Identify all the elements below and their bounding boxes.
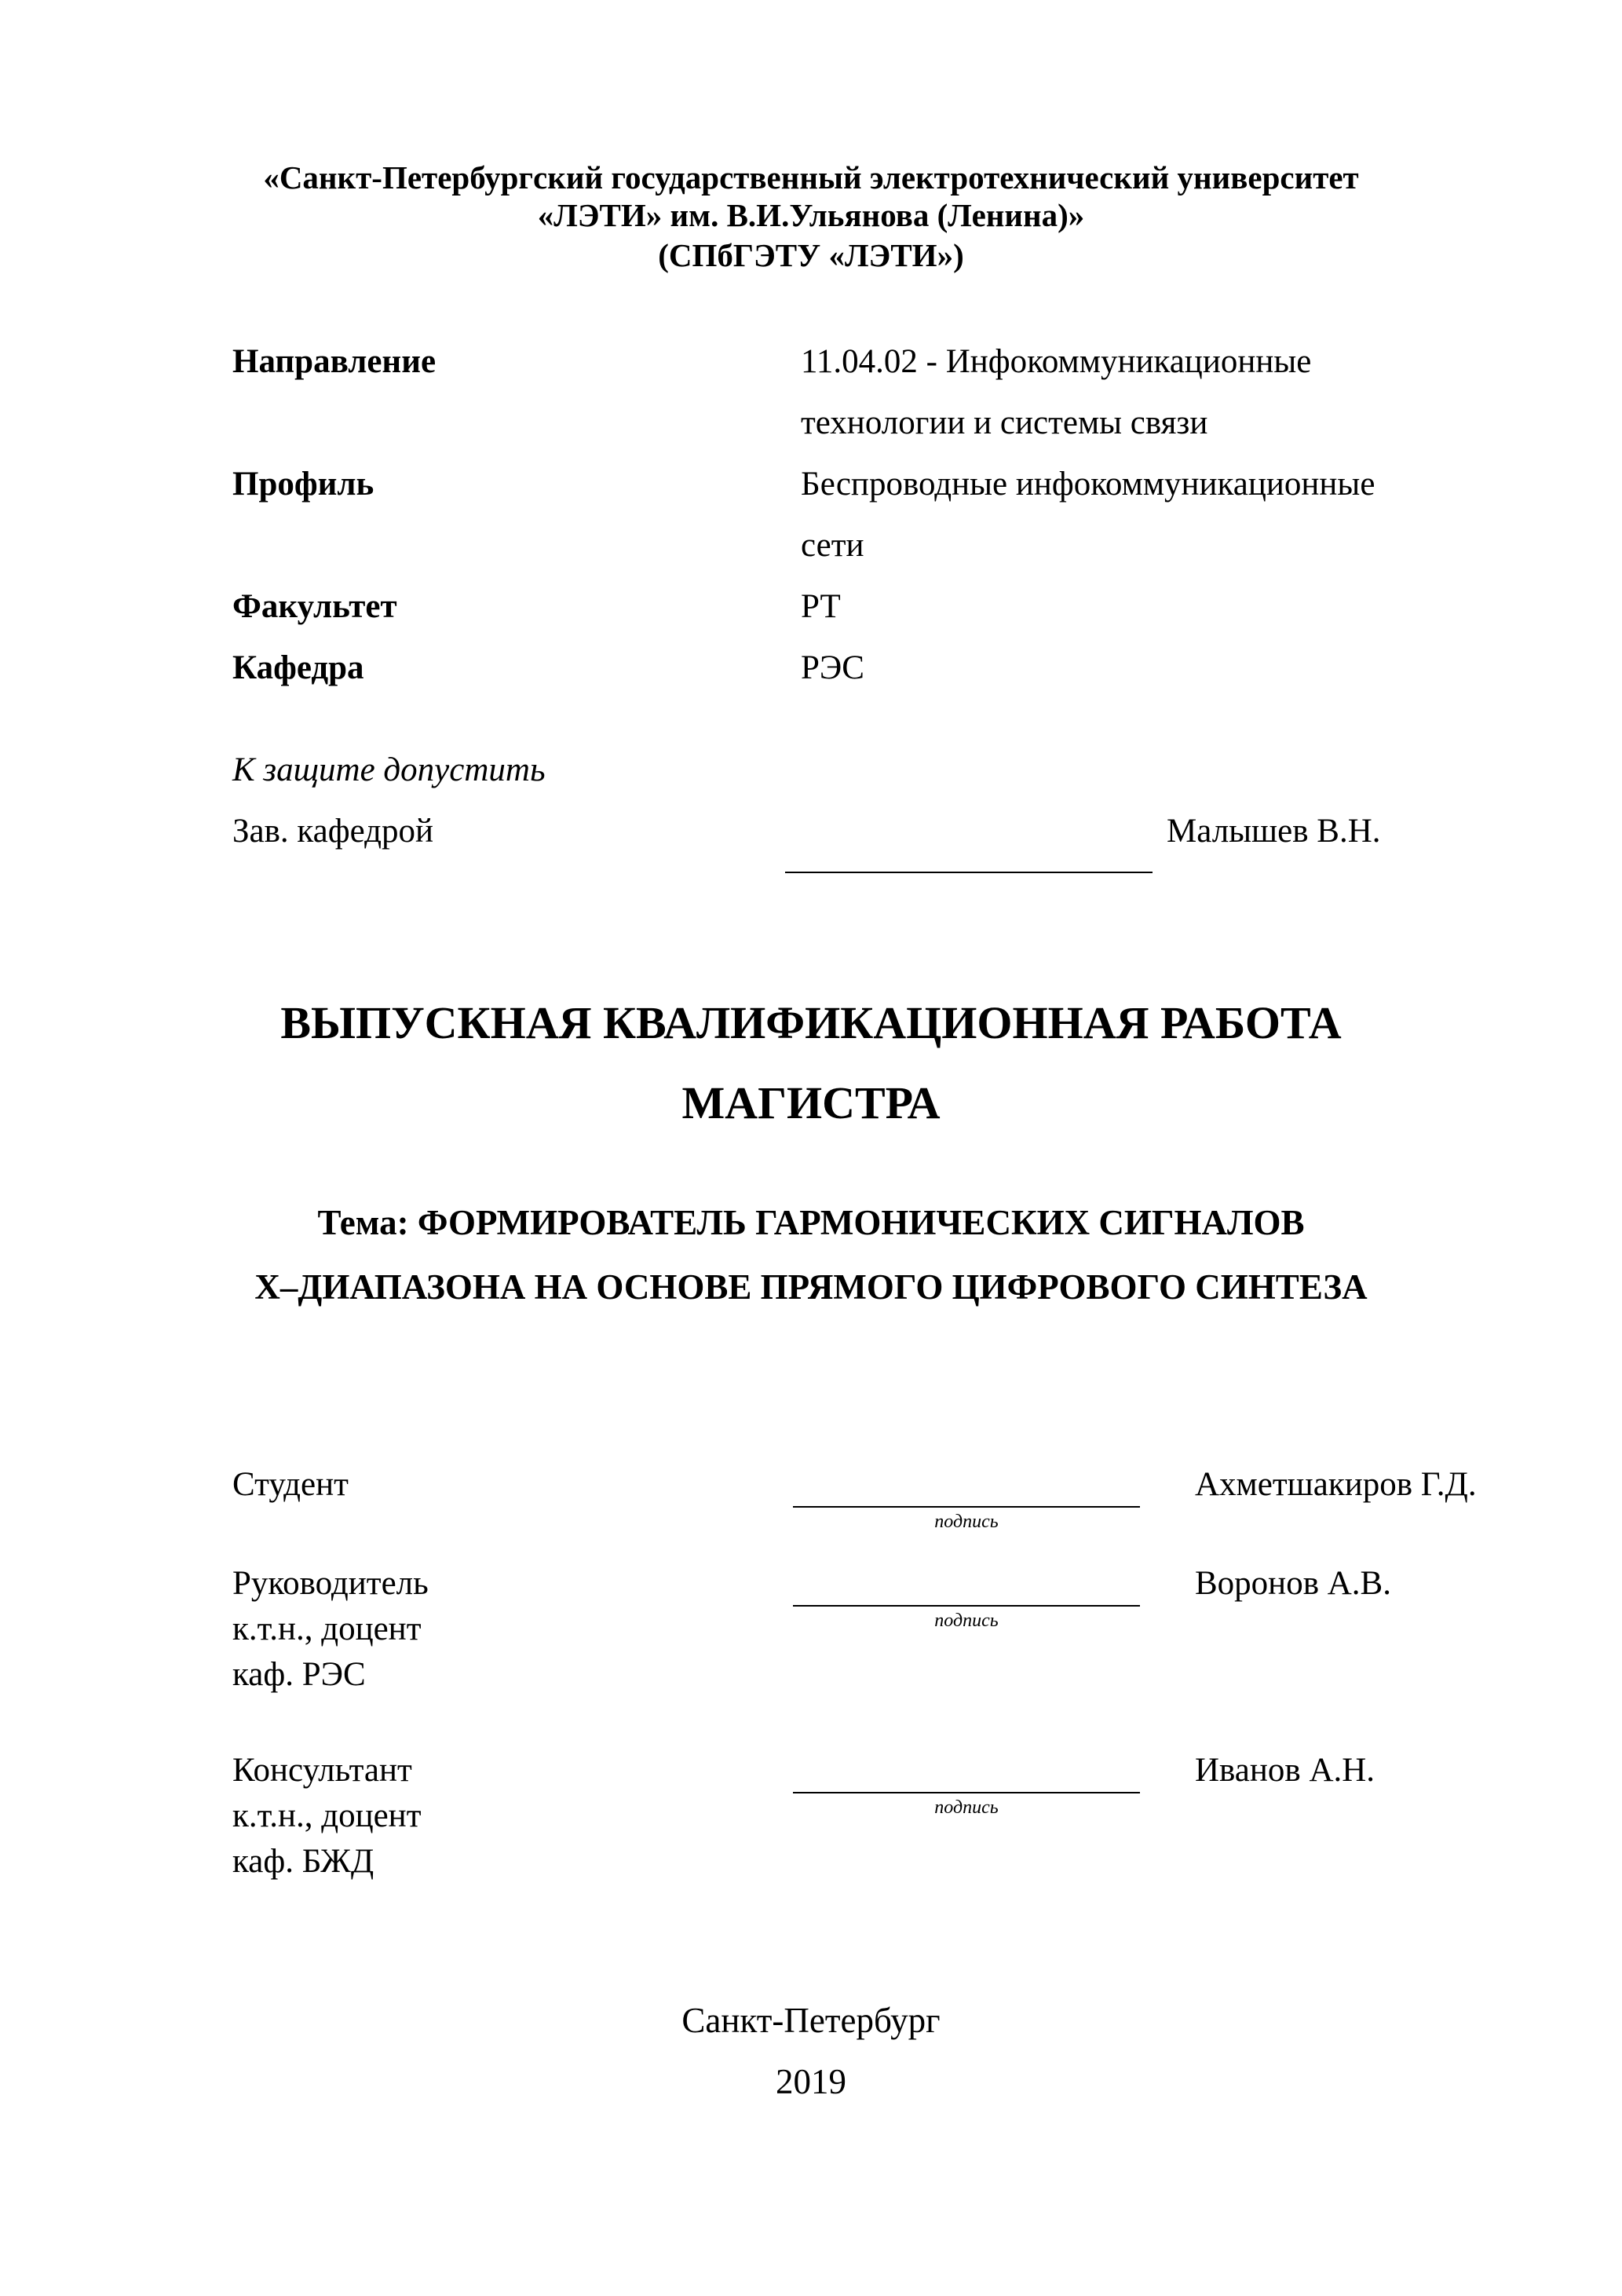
direction-value-line-1: 11.04.02 - Инфокоммуникационные — [801, 343, 1312, 380]
consultant-department: каф. БЖД — [232, 1843, 374, 1880]
university-name-line-1: «Санкт-Петербургский государственный электротехнический университет — [263, 159, 1359, 196]
supervisor-name: Воронов А.В. — [1195, 1565, 1391, 1602]
head-signature-line — [785, 872, 1153, 873]
consultant-degree: к.т.н., доцент — [232, 1797, 422, 1834]
consultant-signature-caption: подпись — [934, 1797, 999, 1818]
city: Санкт-Петербург — [681, 2001, 941, 2040]
direction-value-line-2: технологии и системы связи — [801, 404, 1208, 441]
student-signature-caption: подпись — [934, 1512, 999, 1532]
consultant-signature-line — [793, 1792, 1140, 1793]
faculty-value: РТ — [801, 588, 841, 625]
student-signature-line — [793, 1506, 1140, 1508]
supervisor-signature-line — [793, 1605, 1140, 1607]
consultant-label: Консультант — [232, 1752, 412, 1789]
university-name-line-2: «ЛЭТИ» им. В.И.Ульянова (Ленина)» — [537, 197, 1085, 233]
direction-label: Направление — [232, 343, 437, 380]
university-abbreviation: (СПбГЭТУ «ЛЭТИ») — [658, 237, 964, 273]
topic-line-2: X–ДИАПАЗОНА НА ОСНОВЕ ПРЯМОГО ЦИФРОВОГО СИНТЕЗА — [254, 1267, 1368, 1307]
profile-value-line-1: Беспроводные инфокоммуникационные — [801, 466, 1375, 503]
supervisor-label: Руководитель — [232, 1565, 429, 1602]
work-title-line-2: МАГИСТРА — [681, 1077, 941, 1128]
admit-to-defense: К защите допустить — [232, 751, 546, 788]
supervisor-signature-caption: подпись — [934, 1610, 999, 1631]
work-title-line-1: ВЫПУСКНАЯ КВАЛИФИКАЦИОННАЯ РАБОТА — [280, 997, 1342, 1048]
student-name: Ахметшакиров Г.Д. — [1195, 1466, 1477, 1503]
topic-line-1: Тема: ФОРМИРОВАТЕЛЬ ГАРМОНИЧЕСКИХ СИГНАЛОВ — [317, 1203, 1305, 1242]
head-of-department-label: Зав. кафедрой — [232, 813, 434, 850]
supervisor-degree: к.т.н., доцент — [232, 1610, 422, 1647]
profile-label: Профиль — [232, 466, 374, 503]
department-label: Кафедра — [232, 649, 364, 686]
supervisor-department: каф. РЭС — [232, 1656, 366, 1693]
profile-value-line-2: сети — [801, 527, 864, 564]
faculty-label: Факультет — [232, 588, 397, 625]
year: 2019 — [776, 2062, 846, 2101]
student-label: Студент — [232, 1466, 349, 1503]
consultant-name: Иванов А.Н. — [1195, 1752, 1375, 1789]
department-value: РЭС — [801, 649, 864, 686]
head-of-department-name: Малышев В.Н. — [1167, 813, 1381, 850]
